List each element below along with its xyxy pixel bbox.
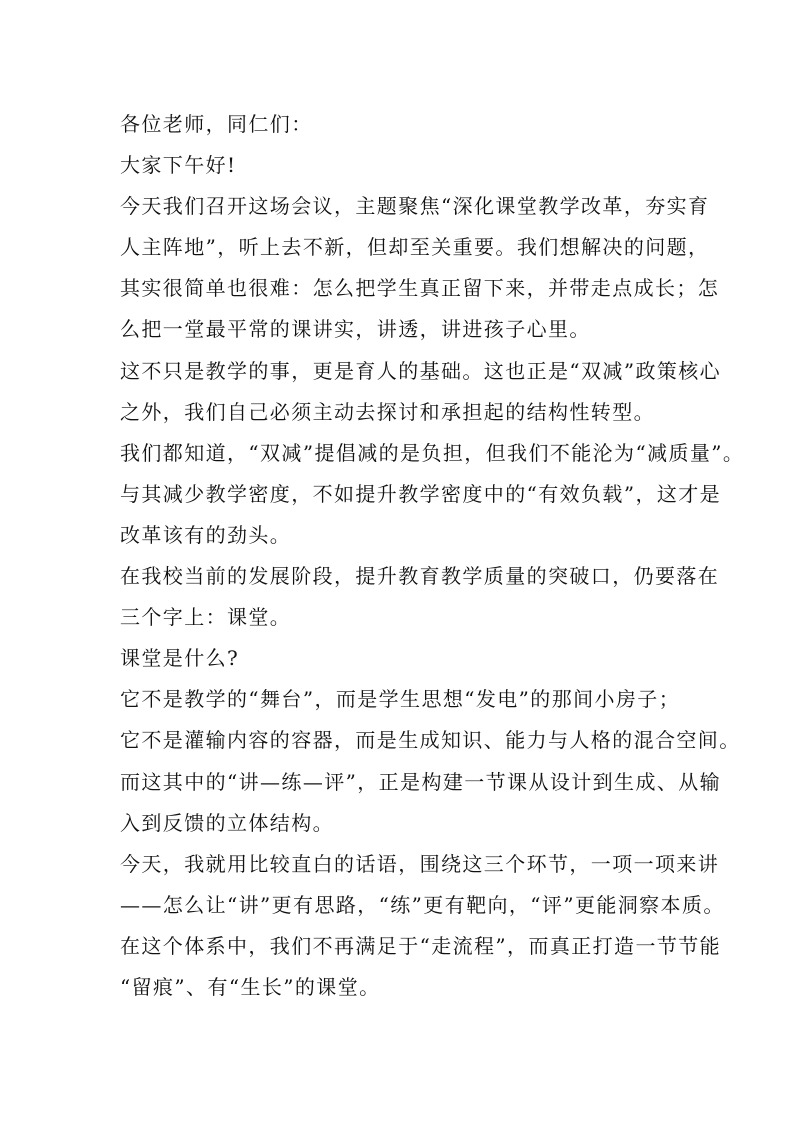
text-line: 我们都知道，“双减”提倡减的是负担，但我们不能沦为“减质量”。 xyxy=(120,440,745,465)
text-line: 与其减少教学密度，不如提升教学密度中的“有效负载”，这才是 xyxy=(120,481,722,506)
text-line: 入到反馈的立体结构。 xyxy=(120,810,334,835)
text-line: 之外，我们自己必须主动去探讨和承担起的结构性转型。 xyxy=(120,399,655,424)
text-line: 而这其中的“讲—练—评”，正是构建一节课从设计到生成、从输 xyxy=(120,769,722,794)
text-line: 其实很简单也很难：怎么把学生真正留下来，并带走点成长；怎 xyxy=(120,276,720,301)
text-line: “留痕”、有“生长”的课堂。 xyxy=(120,974,381,999)
text-line: 这不只是教学的事，更是育人的基础。这也正是“双减”政策核心 xyxy=(120,358,722,383)
text-line: 人主阵地”，听上去不新，但却至关重要。我们想解决的问题， xyxy=(120,235,710,260)
document-page xyxy=(120,104,745,1008)
text-line: 它不是教学的“舞台”，而是学生思想“发电”的那间小房子； xyxy=(120,687,681,712)
text-line: 改革该有的劲头。 xyxy=(120,522,292,547)
text-line: 今天我们召开这场会议，主题聚焦“深化课堂教学改革，夯实育 xyxy=(120,194,710,219)
text-line: 三个字上：课堂。 xyxy=(120,605,292,630)
text-line-salutation: 大家下午好! xyxy=(120,153,237,178)
text-line-question: 课堂是什么? xyxy=(120,646,240,671)
text-line: 在这个体系中，我们不再满足于“走流程”，而真正打造一节节能 xyxy=(120,933,722,958)
text-line: 今天，我就用比较直白的话语，围绕这三个环节，一项一项来讲 xyxy=(120,851,720,876)
text-line: 么把一堂最平常的课讲实，讲透，讲进孩子心里。 xyxy=(120,317,591,342)
text-line: 它不是灌输内容的容器，而是生成知识、能力与人格的混合空间。 xyxy=(120,728,741,753)
text-line: ——怎么让“讲”更有思路，“练”更有靶向，“评”更能洞察本质。 xyxy=(120,892,725,917)
text-line: 在我校当前的发展阶段，提升教育教学质量的突破口，仍要落在 xyxy=(120,564,720,589)
text-line-greeting: 各位老师，同仁们： xyxy=(120,112,313,136)
